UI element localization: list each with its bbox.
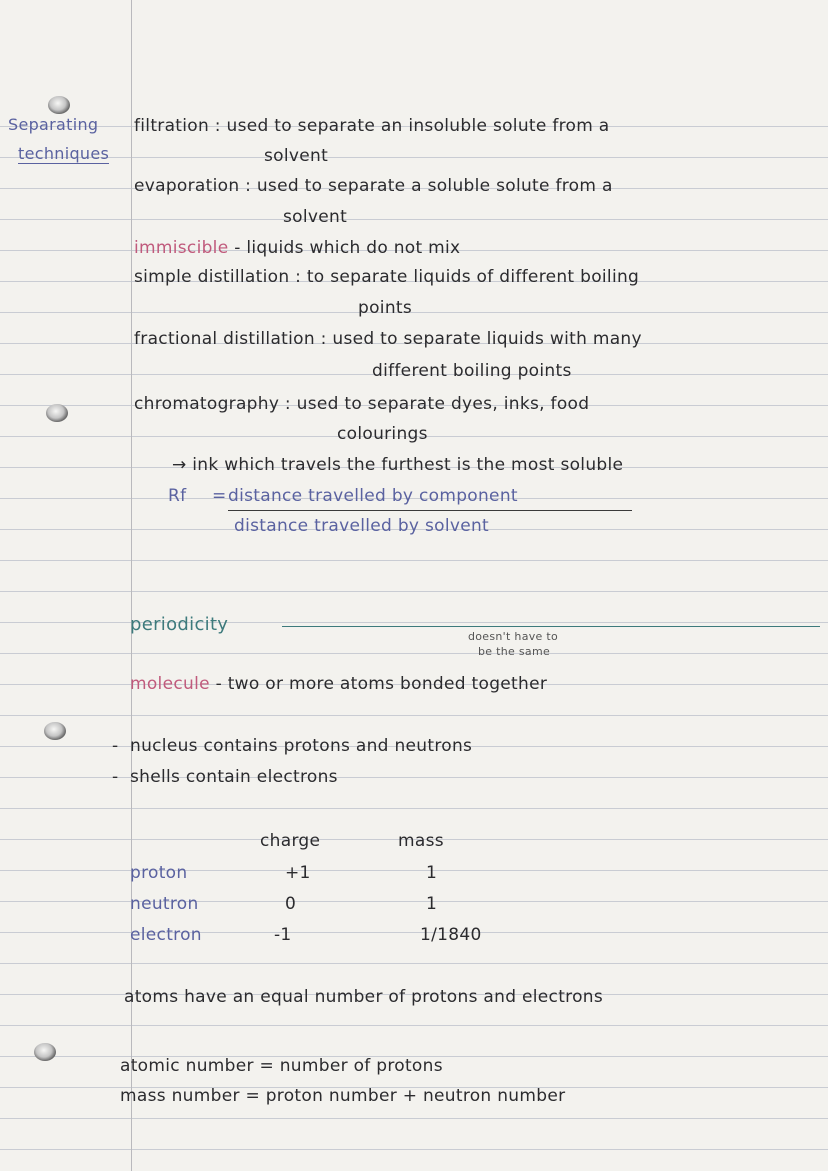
rf-numerator: distance travelled by component [228, 486, 518, 506]
bullet-dash: - [112, 767, 119, 787]
particle-proton: proton [130, 863, 188, 883]
electron-mass: 1/1840 [420, 925, 482, 945]
rf-label: Rf [168, 486, 187, 506]
bullet-dash: - [112, 736, 119, 756]
rf-equals: = [212, 486, 227, 506]
ink-solubility-note: → ink which travels the furthest is the most soluble [172, 455, 624, 475]
filtration-line1: filtration : used to separate an insoluble solute from a [134, 116, 610, 136]
simple-distillation-line2: points [358, 298, 413, 318]
side-note-line1: doesn't have to [468, 630, 559, 643]
fractional-distillation-line1: fractional distillation : used to separate liquids with many [134, 329, 642, 349]
bullet-shells: shells contain electrons [130, 767, 338, 787]
heading-rule [282, 626, 820, 627]
immiscible-definition: - liquids which do not mix [234, 238, 461, 258]
molecule-term: molecule [130, 674, 210, 694]
binder-hole [44, 722, 66, 740]
binder-hole [48, 96, 70, 114]
electron-charge: -1 [274, 925, 292, 945]
chromatography-line1: chromatography : used to separate dyes, inks, food [134, 394, 590, 414]
filtration-line2: solvent [264, 146, 329, 166]
bullet-nucleus: nucleus contains protons and neutrons [130, 736, 473, 756]
neutron-charge: 0 [285, 894, 297, 914]
binder-hole [34, 1043, 56, 1061]
mass-number-definition: mass number = proton number + neutron number [120, 1086, 566, 1106]
fraction-bar [228, 510, 632, 511]
column-header-charge: charge [260, 831, 321, 851]
margin-topic-line2: techniques [18, 144, 110, 163]
neutron-mass: 1 [426, 894, 438, 914]
particle-neutron: neutron [130, 894, 199, 914]
equal-protons-electrons: atoms have an equal number of protons and electrons [124, 987, 604, 1007]
molecule-definition: - two or more atoms bonded together [215, 674, 548, 694]
rf-denominator: distance travelled by solvent [234, 516, 490, 536]
evaporation-line2: solvent [283, 207, 348, 227]
proton-mass: 1 [426, 863, 438, 883]
immiscible-term: immiscible [134, 238, 229, 258]
particle-electron: electron [130, 925, 202, 945]
periodicity-heading: periodicity [130, 614, 229, 635]
proton-charge: +1 [285, 863, 311, 883]
binder-hole [46, 404, 68, 422]
side-note-line2: be the same [478, 645, 551, 658]
margin-topic-line1: Separating [8, 115, 99, 134]
immiscible-line [134, 238, 460, 258]
atomic-number-definition: atomic number = number of protons [120, 1056, 443, 1076]
evaporation-line1: evaporation : used to separate a soluble solute from a [134, 176, 613, 196]
chromatography-line2: colourings [337, 424, 428, 444]
simple-distillation-line1: simple distillation : to separate liquids of different boiling [134, 267, 640, 287]
column-header-mass: mass [398, 831, 444, 851]
fractional-distillation-line2: different boiling points [372, 361, 572, 381]
molecule-line [130, 674, 547, 694]
